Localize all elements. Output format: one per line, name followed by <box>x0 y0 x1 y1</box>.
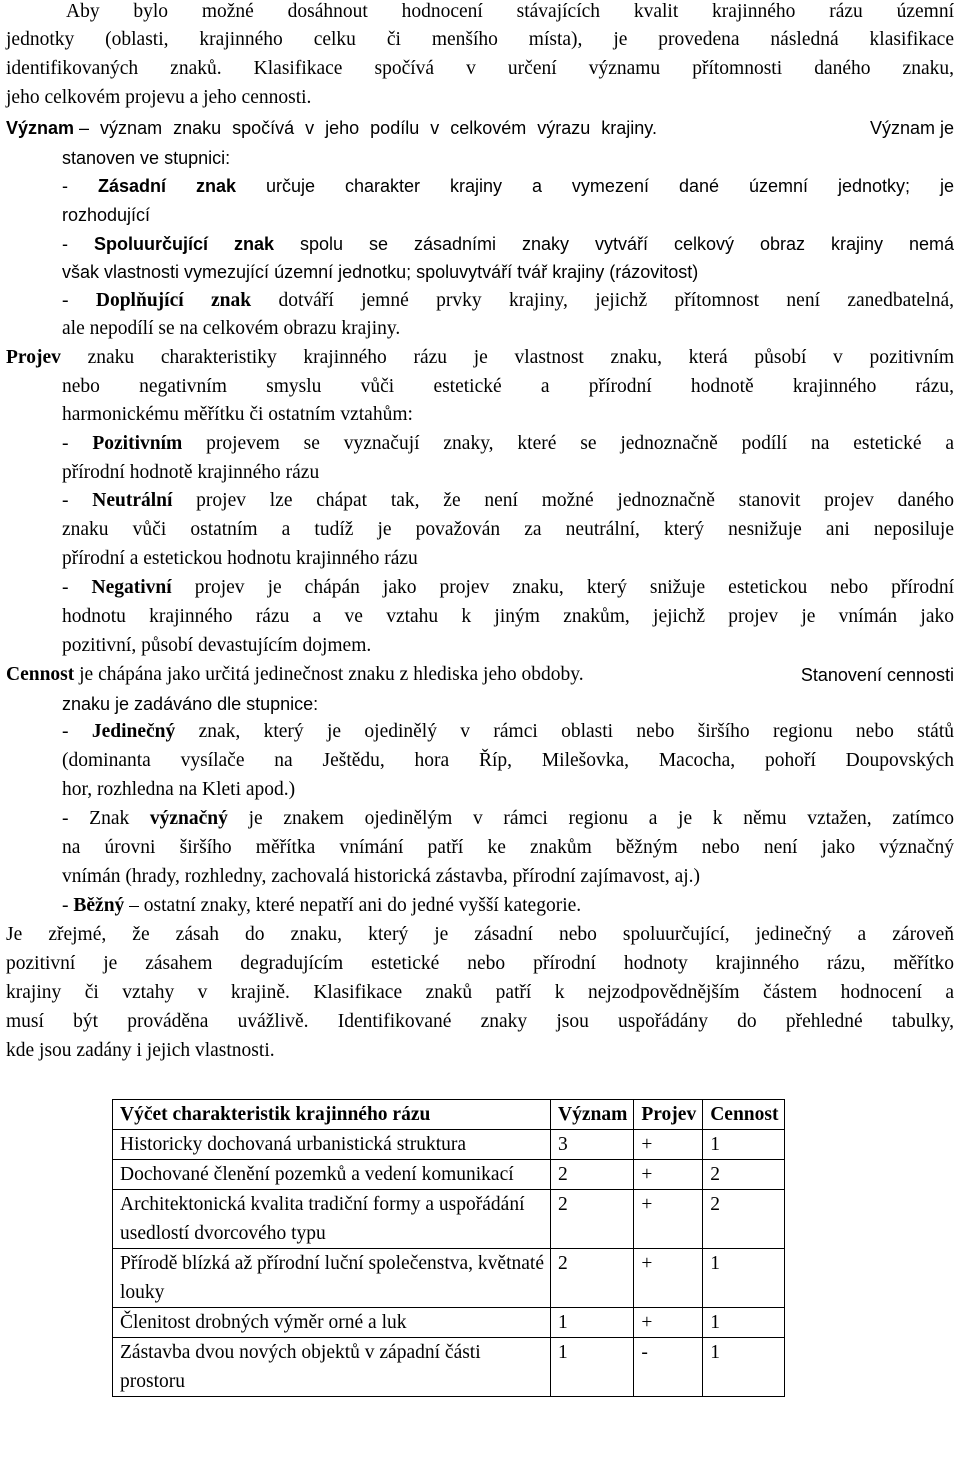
projev-item-pozitivni: - Pozitivním projevem se vyznačují znaky, které se jednoznačně podílí na estetické a <box>62 433 954 454</box>
projev-item-neutralni: - Neutrální projev lze chápat tak, že není možné jednoznačně stanovit projev daného <box>62 490 954 511</box>
cennost-definition: Cennost je chápána jako určitá jedinečnost znaku z hlediska jeho obdoby. Stanovení cennosti <box>6 664 954 685</box>
cell-name: Architektonická kvalita tradiční formy a uspořádání usedlostí dvorcového typu <box>113 1190 551 1249</box>
cell-cennost: 1 <box>703 1249 785 1308</box>
header-name: Výčet charakteristik krajinného rázu <box>113 1100 551 1130</box>
characteristics-table <box>112 1099 785 1397</box>
vyznam-item-zasadni: - Zásadní znak určuje charakter krajiny a vymezení dané územní jednotky; je <box>62 176 954 196</box>
projev-definition-cont: nebo negativním smyslu vůči estetické a přírodní hodnotě krajinného rázu, <box>62 376 954 397</box>
cell-name: Zástavba dvou nových objektů v západní části prostoru <box>113 1338 551 1397</box>
conclusion-line: krajiny či vztahy v krajině. Klasifikace znaků patří k nejzodpovědnějším částem hodnocení a <box>6 982 954 1003</box>
projev-definition-cont: harmonickému měřítku či ostatním vztahům: <box>62 404 413 425</box>
projev-item-negativni-cont: pozitivní, působí devastujícím dojmem. <box>62 635 372 656</box>
table-row <box>113 1249 785 1308</box>
conclusion-line: kde jsou zadány i jejich vlastnosti. <box>6 1040 275 1061</box>
vyznam-item-spoluurcujici: - Spoluurčující znak spolu se zásadními znaky vytváří celkový obraz krajiny nemá <box>62 234 955 254</box>
vyznam-item-doplnujici: - Doplňující znak dotváří jemné prvky krajiny, jejichž přítomnost není zanedbatelná, <box>62 290 955 311</box>
cell-projev: + <box>634 1308 703 1338</box>
header-projev: Projev <box>634 1100 703 1130</box>
cell-name: Přírodě blízká až přírodní luční společenstva, květnaté louky <box>113 1249 551 1308</box>
cell-cennost: 2 <box>703 1160 785 1190</box>
cennost-scale-intro: znaku je zadáváno dle stupnice: <box>62 694 319 714</box>
cennost-item-jedinecny-cont: hor, rozhledna na Kleti apod.) <box>62 779 296 800</box>
projev-item-negativni-cont: hodnotu krajinného rázu a ve vztahu k jiným znakům, jejichž projev je vnímán jako <box>62 606 954 627</box>
cennost-item-bezny: - Běžný – ostatní znaky, které nepatří ani do jedné vyšší kategorie. <box>62 895 582 916</box>
cennost-item-jedinecny-cont: (dominanta vysílače na Ještědu, hora Říp, Milešovka, Macocha, pohoří Doupovských <box>62 750 954 771</box>
intro-line: jednotky (oblasti, krajinného celku či menšího místa), je provedena následná klasifikace <box>6 29 954 50</box>
projev-item-pozitivni-cont: přírodní hodnotě krajinného rázu <box>62 462 320 483</box>
header-cennost: Cennost <box>703 1100 785 1130</box>
projev-item-neutralni-cont: přírodní a estetickou hodnotu krajinného rázu <box>62 548 418 569</box>
intro-line: identifikovaných znaků. Klasifikace spočívá v určení významu přítomnosti daného znaku, <box>6 58 954 79</box>
cennost-item-vyznacny-cont: na úrovni širšího měřítka vnímání patří ke znakům běžným nebo není jako význačný <box>62 837 954 858</box>
vyznam-scale-intro: stanoven ve stupnici: <box>62 148 231 168</box>
cennost-item-vyznacny-cont: vnímán (hrady, rozhledny, zachovalá historická zástavba, přírodní zajímavost, aj.) <box>62 866 701 887</box>
cell-vyznam: 2 <box>551 1160 634 1190</box>
cell-cennost: 1 <box>703 1308 785 1338</box>
header-vyznam: Význam <box>551 1100 634 1130</box>
cell-vyznam: 1 <box>551 1338 634 1397</box>
cell-vyznam: 1 <box>551 1308 634 1338</box>
table-row <box>113 1308 785 1338</box>
projev-term: Projev <box>6 347 61 368</box>
intro-line: Aby bylo možné dosáhnout hodnocení stávajících kvalit krajinného rázu územní <box>66 1 954 22</box>
cell-cennost: 1 <box>703 1338 785 1397</box>
cennost-item-jedinecny: - Jedinečný znak, který je ojedinělý v rámci oblasti nebo širšího regionu nebo států <box>62 721 954 742</box>
cennost-item-vyznacny: - Znak význačný je znakem ojedinělým v rámci regionu a je k němu vztažen, zatímco <box>62 808 955 829</box>
cell-cennost: 1 <box>703 1130 785 1160</box>
cell-name: Historicky dochovaná urbanistická struktura <box>113 1130 551 1160</box>
conclusion-line: musí být prováděna uvážlivě. Identifikované znaky jsou uspořádány do přehledné tabulky, <box>6 1011 954 1032</box>
projev-item-neutralni-cont: znaku vůči ostatním a tudíž je považován za neutrální, který nesnižuje ani neposiluje <box>62 519 954 540</box>
cell-vyznam: 2 <box>551 1249 634 1308</box>
table-row <box>113 1190 785 1249</box>
projev-item-negativni: - Negativní projev je chápán jako projev znaku, který snižuje estetickou nebo přírodní <box>62 577 955 598</box>
cell-projev: + <box>634 1130 703 1160</box>
cell-projev: + <box>634 1160 703 1190</box>
cell-projev: - <box>634 1338 703 1397</box>
intro-line: jeho celkovém projevu a jeho cennosti. <box>6 87 312 108</box>
cennost-term: Cennost <box>6 664 75 685</box>
table-row <box>113 1130 785 1160</box>
vyznam-item-doplnujici-cont: ale nepodílí se na celkovém obrazu krajiny. <box>62 318 401 339</box>
table-row <box>113 1160 785 1190</box>
vyznam-item-zasadni-cont: rozhodující <box>62 205 151 225</box>
vyznam-term: Význam <box>6 118 75 138</box>
table-header-row <box>113 1100 785 1130</box>
cell-vyznam: 3 <box>551 1130 634 1160</box>
conclusion-line: pozitivní je zásahem degradujícím estetické nebo přírodní hodnoty krajinného rázu, měřítko <box>6 953 954 974</box>
conclusion-line: Je zřejmé, že zásah do znaku, který je zásadní nebo spoluurčující, jedinečný a zároveň <box>6 924 954 945</box>
cell-projev: + <box>634 1249 703 1308</box>
vyznam-item-spoluurcujici-cont: však vlastnosti vymezující územní jednotku; spoluvytváří tvář krajiny (rázovitost) <box>62 262 699 282</box>
vyznam-definition: Význam – význam znaku spočívá v jeho podílu v celkovém výrazu krajiny. Význam je <box>6 118 954 138</box>
cell-vyznam: 2 <box>551 1190 634 1249</box>
cell-cennost: 2 <box>703 1190 785 1249</box>
table-row <box>113 1338 785 1397</box>
projev-definition: Projev znaku charakteristiky krajinného rázu je vlastnost znaku, která působí v pozitivním <box>6 347 954 368</box>
cell-name: Dochované členění pozemků a vedení komunikací <box>113 1160 551 1190</box>
cell-projev: + <box>634 1190 703 1249</box>
cell-name: Členitost drobných výměr orné a luk <box>113 1308 551 1338</box>
